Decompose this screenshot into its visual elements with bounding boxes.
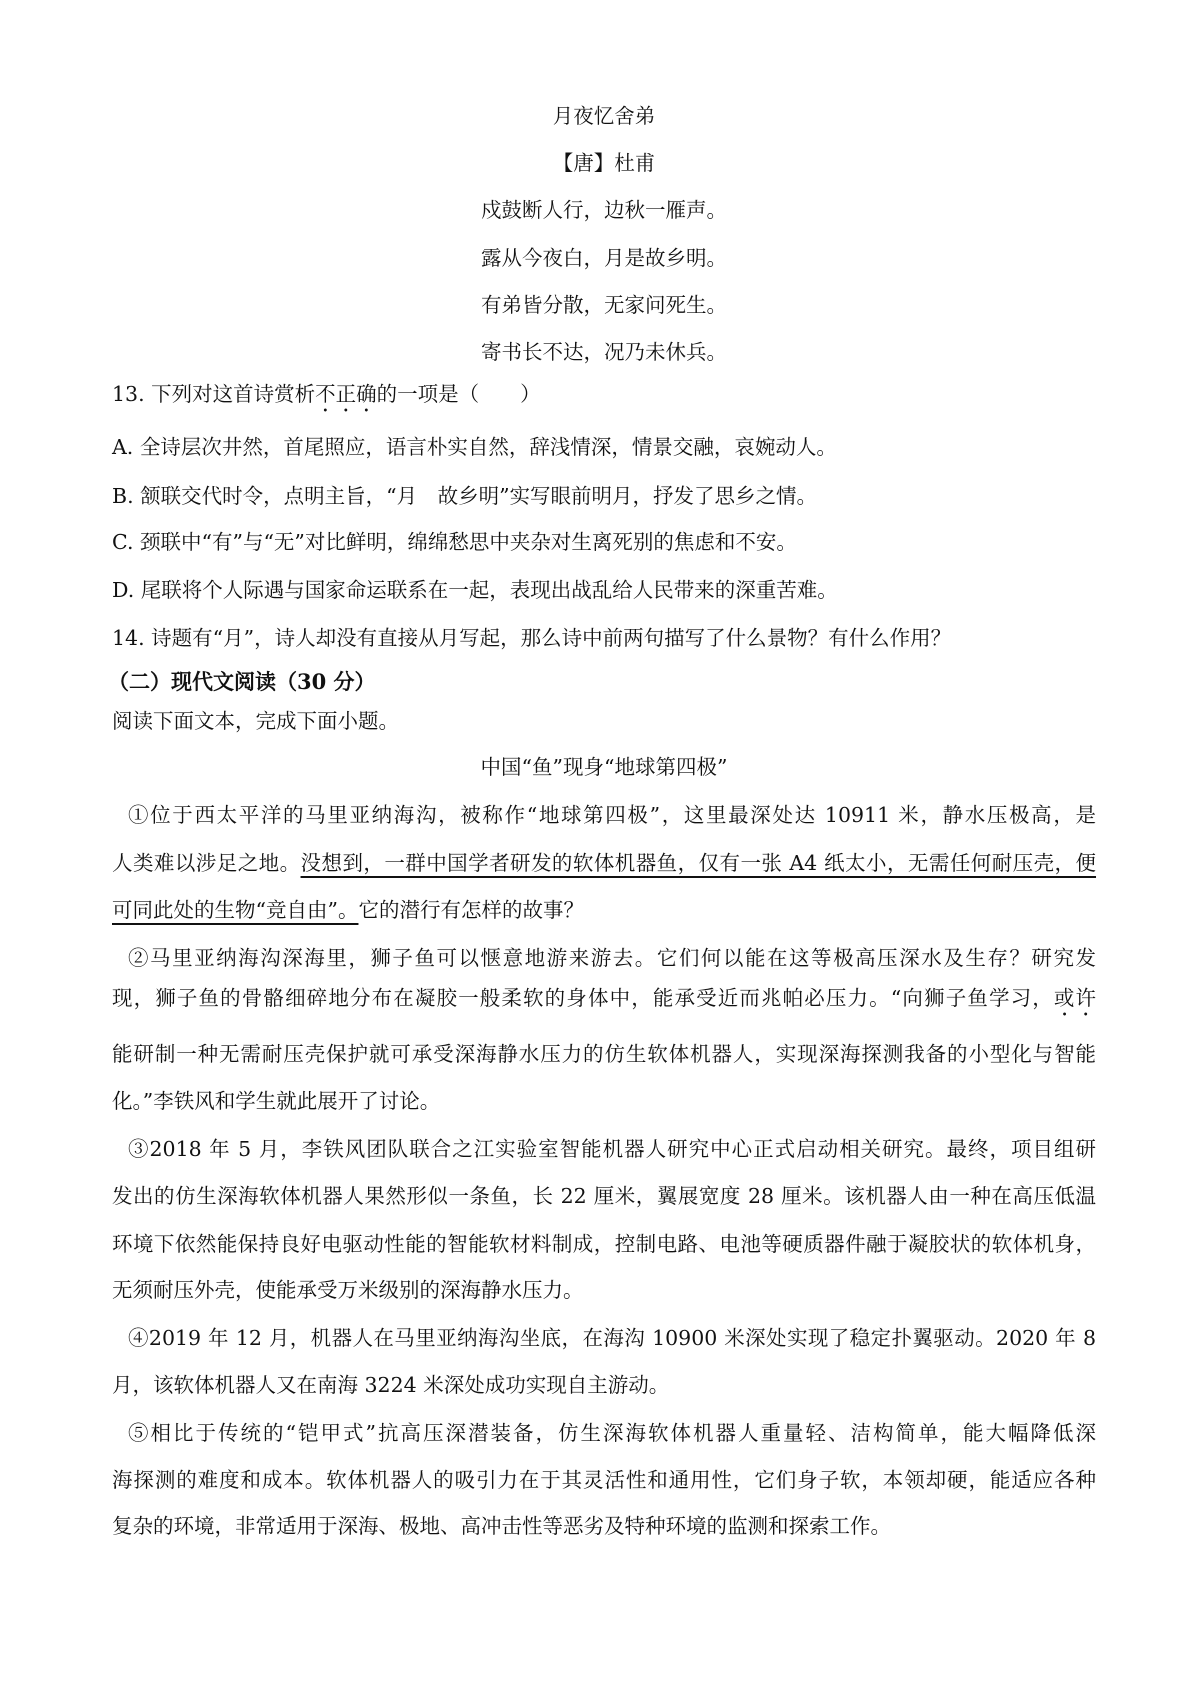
option-c: C. 颈联中“有”与“无”对比鲜明，绵绵愁思中夹杂对生离死别的焦虑和不安。 xyxy=(112,530,797,554)
text-segment: 人类难以涉足之地。 xyxy=(112,851,301,875)
paragraph-2-line xyxy=(112,984,1096,1012)
text-segment: 无须耐压外壳，使能承受万米级别的深海静水压力。 xyxy=(112,1278,584,1302)
poem-line: 寄书长不达，况乃未休兵。 xyxy=(481,340,727,364)
paragraph-1-line xyxy=(112,896,1096,924)
paragraph-5-line xyxy=(112,1466,1096,1494)
paragraph-2-line xyxy=(128,944,1096,972)
text-segment: 现，狮子鱼的骨骼细碎地分布在凝胶一般柔软的身体中，能承受近而兆帕必压力。“向狮子鱼学习， xyxy=(112,986,1054,1010)
question-13-emphasis: 不正确 xyxy=(315,382,377,406)
text-segment: 能研制一种无需耐压壳保护就可承受深海静水压力的仿生软体机器人，实现深海探测我备的小型化与智能 xyxy=(112,1042,1096,1066)
poem-author: 【唐】杜甫 xyxy=(552,151,656,175)
text-segment: ②马里亚纳海沟深海里，狮子鱼可以惬意地游来游去。它们何以能在这等极高压深水及生存？研究发 xyxy=(128,946,1096,970)
option-d: D. 尾联将个人际遇与国家命运联系在一起，表现出战乱给人民带来的深重苦难。 xyxy=(112,578,838,602)
emphasized-word: 或许 xyxy=(1053,986,1096,1010)
text-segment: 环境下依然能保持良好电驱动性能的智能软材料制成，控制电路、电池等硬质器件融于凝胶状的软体机身， xyxy=(112,1232,1096,1256)
paragraph-5-line xyxy=(112,1512,1096,1540)
paragraph-2-line xyxy=(112,1087,1096,1115)
paragraph-1-line xyxy=(128,801,1096,829)
text-segment: 发出的仿生深海软体机器人果然形似一条鱼，长 22 厘米，翼展宽度 28 厘米。该机器人由一种在高压低温 xyxy=(112,1184,1096,1208)
paragraph-2-line xyxy=(112,1040,1096,1068)
poem-line: 有弟皆分散，无家问死生。 xyxy=(481,293,727,317)
article-title: 中国“鱼”现身“地球第四极” xyxy=(480,755,728,779)
text-segment: 化。”李铁风和学生就此展开了讨论。 xyxy=(112,1089,441,1113)
question-13-suffix: 的一项是（ ） xyxy=(376,382,541,406)
poem-line: 露从今夜白，月是故乡明。 xyxy=(481,246,727,270)
underlined-sentence: 没想到，一群中国学者研发的软体机器鱼，仅有一张 A4 纸太小，无需任何耐压壳，便 xyxy=(300,851,1097,875)
paragraph-3-line xyxy=(112,1230,1096,1258)
text-segment: ⑤相比于传统的“铠甲式”抗高压深潜装备，仿生深海软体机器人重量轻、洁构简单，能大幅降低深 xyxy=(128,1421,1096,1445)
section-instruction: 阅读下面文本，完成下面小题。 xyxy=(112,709,399,733)
paragraph-1-line xyxy=(112,849,1096,877)
paragraph-4-line xyxy=(128,1324,1096,1352)
poem-title: 月夜忆舍弟 xyxy=(552,104,656,128)
section-heading: （二）现代文阅读（30 分） xyxy=(108,669,376,694)
poem-line: 戍鼓断人行，边秋一雁声。 xyxy=(481,198,727,222)
paragraph-4-line xyxy=(112,1371,1096,1399)
option-b: B. 颔联交代时令，点明主旨，“月 故乡明”实写眼前明月，抒发了思乡之情。 xyxy=(112,484,818,508)
paragraph-3-line xyxy=(128,1135,1096,1163)
text-segment: ①位于西太平洋的马里亚纳海沟，被称作“地球第四极”，这里最深处达 10911 米，静水压极高，是 xyxy=(128,803,1096,827)
underlined-sentence: 可同此处的生物“竞自由”。 xyxy=(112,898,359,922)
paragraph-3-line xyxy=(112,1182,1096,1210)
question-13-prefix: 13. 下列对这首诗赏析 xyxy=(112,382,316,406)
question-13 xyxy=(112,380,1096,408)
question-14: 14. 诗题有“月”，诗人却没有直接从月写起，那么诗中前两句描写了什么景物？有什么作用？ xyxy=(112,626,952,650)
paragraph-5-line xyxy=(128,1419,1096,1447)
option-a: A. 全诗层次井然，首尾照应，语言朴实自然，辞浅情深，情景交融，哀婉动人。 xyxy=(112,435,837,459)
text-segment: ④2019 年 12 月，机器人在马里亚纳海沟坐底，在海沟 10900 米深处实现了稳定扑翼驱动。2020 年 8 xyxy=(128,1326,1096,1350)
text-segment: 月，该软体机器人又在南海 3224 米深处成功实现自主游动。 xyxy=(112,1373,670,1397)
text-segment: 复杂的环境，非常适用于深海、极地、高冲击性等恶劣及特种环境的监测和探索工作。 xyxy=(112,1514,891,1538)
text-segment: 它的潜行有怎样的故事？ xyxy=(358,898,584,922)
text-segment: 海探测的难度和成本。软体机器人的吸引力在于其灵活性和通用性，它们身子软，本领却硬，能适应各种 xyxy=(112,1468,1096,1492)
text-segment: ③2018 年 5 月，李铁风团队联合之江实验室智能机器人研究中心正式启动相关研究。最终，项目组研 xyxy=(128,1137,1096,1161)
paragraph-3-line xyxy=(112,1276,1096,1304)
